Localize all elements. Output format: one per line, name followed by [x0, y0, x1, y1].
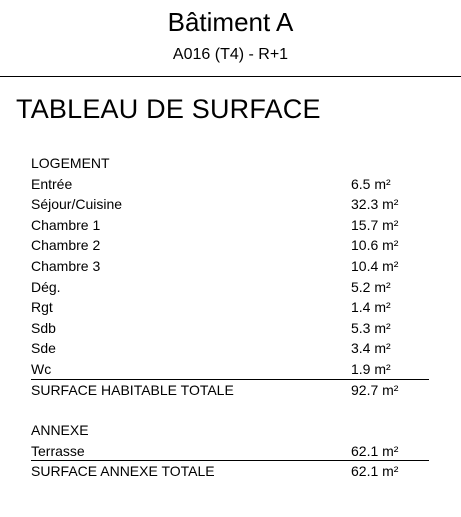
- surface-row-chambre-2: [31, 235, 429, 256]
- room-label: Terrasse: [31, 442, 85, 459]
- logement-heading: LOGEMENT: [31, 155, 110, 171]
- surface-row-wc: [31, 359, 429, 380]
- room-label: Sde: [31, 340, 56, 357]
- surface-row-degagement: [31, 277, 429, 298]
- room-label: Dég.: [31, 278, 61, 295]
- room-area: 3.4 m²: [351, 340, 391, 357]
- room-area: 5.2 m²: [351, 278, 391, 295]
- room-label: Chambre 1: [31, 216, 101, 233]
- room-area: 32.3 m²: [351, 196, 399, 213]
- room-area: 15.7 m²: [351, 216, 399, 233]
- total-label: SURFACE ANNEXE TOTALE: [31, 463, 215, 480]
- room-label: Wc: [31, 360, 52, 377]
- annexe-heading: ANNEXE: [31, 422, 89, 438]
- unit-subtitle: A016 (T4) - R+1: [172, 46, 289, 63]
- room-area: 10.4 m²: [351, 257, 399, 274]
- room-area: 10.6 m²: [351, 237, 399, 254]
- room-label: Chambre 3: [31, 257, 101, 274]
- room-label: Chambre 2: [31, 237, 101, 254]
- header-divider: [0, 76, 461, 77]
- surface-row-entree: [31, 174, 429, 195]
- surface-habitable-total-row: [31, 379, 429, 400]
- room-label: Rgt: [31, 299, 53, 316]
- room-area: 1.9 m²: [351, 360, 391, 377]
- total-label: SURFACE HABITABLE TOTALE: [31, 381, 234, 398]
- surface-row-chambre-1: [31, 215, 429, 236]
- room-label: Entrée: [31, 175, 73, 192]
- total-area: 62.1 m²: [351, 463, 399, 480]
- room-area: 1.4 m²: [351, 299, 391, 316]
- room-area: 5.3 m²: [351, 319, 391, 336]
- total-area: 92.7 m²: [351, 381, 399, 398]
- room-label: Sdb: [31, 319, 56, 336]
- room-area: 6.5 m²: [351, 175, 391, 192]
- surface-row-terrasse: [31, 441, 429, 462]
- room-label: Séjour/Cuisine: [31, 196, 123, 213]
- surface-row-sde: [31, 338, 429, 359]
- logement-section: [31, 153, 429, 399]
- room-area: 62.1 m²: [351, 442, 399, 459]
- surface-table-title: TABLEAU DE SURFACE: [16, 94, 321, 124]
- surface-row-chambre-3: [31, 256, 429, 277]
- annexe-section: [31, 420, 429, 481]
- surface-annexe-total-row: [31, 460, 429, 481]
- surface-row-rangement: [31, 297, 429, 318]
- building-title: Bâtiment A: [167, 7, 294, 37]
- surface-row-sdb: [31, 318, 429, 339]
- surface-row-sejour-cuisine: [31, 194, 429, 215]
